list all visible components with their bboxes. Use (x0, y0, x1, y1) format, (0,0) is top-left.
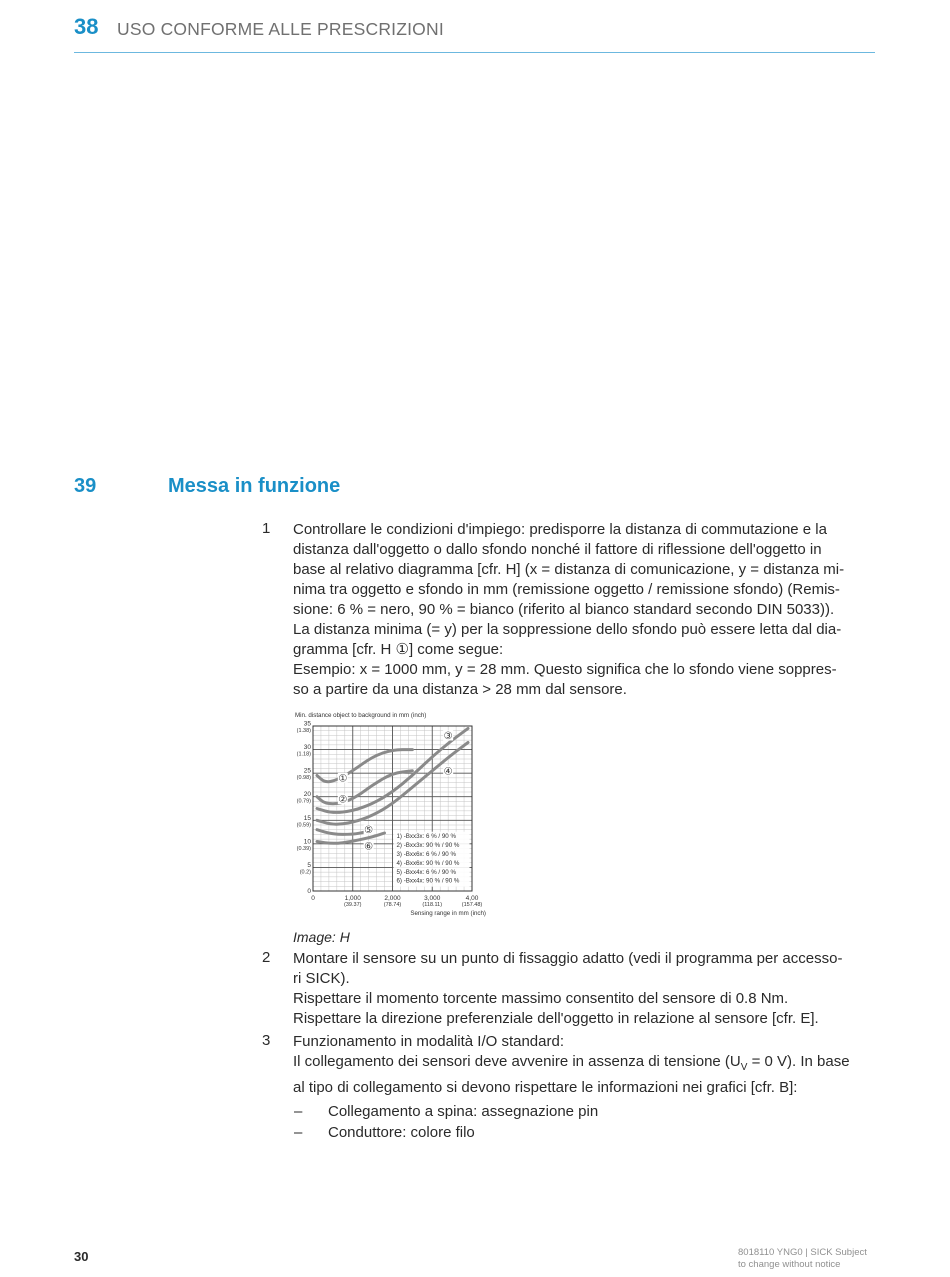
legend-entry: 4) -Bxx6x: 90 % / 90 % (396, 859, 460, 867)
section-title: Messa in funzione (168, 475, 341, 497)
step-1-line: Esempio: x = 1000 mm, y = 28 mm. Questo significa che lo sfondo viene soppres- (293, 661, 837, 678)
x-tick-sublabel: (39.37) (344, 902, 362, 908)
step-3-text (293, 1032, 878, 1098)
step-2-line: ri SICK). (293, 970, 350, 987)
chart-legend (393, 832, 469, 887)
chapter-number: 38 (74, 14, 99, 39)
chart-title: Min. distance object to background in mm (inch) (295, 712, 427, 719)
y-tick-sublabel: (1.18) (296, 751, 311, 758)
x-tick-sublabel: (78.74) (383, 902, 402, 908)
step-2-text (293, 949, 878, 1029)
legend-entry: 3) -Bxx6x: 6 % / 90 % (396, 851, 456, 858)
step-1-line: base al relativo diagramma [cfr. H] (x = distanza di comunicazione, y = distanza mi- (293, 561, 845, 578)
voltage-subscript: V (740, 1062, 748, 1073)
x-tick-label: 2,000 (384, 895, 401, 902)
series-marker: ④ (443, 766, 453, 778)
step-3-line2-post: = 0 V). In base (747, 1053, 850, 1070)
y-tick-label: 15 (303, 814, 311, 822)
y-tick-label: 25 (303, 767, 311, 775)
x-tick-label: 0 (311, 895, 315, 902)
step-3-line: al tipo di collegamento si devono rispettare le informazioni nei grafici [cfr. B]: (293, 1079, 798, 1096)
doc-ref-line: 8018110 YNG0 | SICK Subject (738, 1247, 867, 1258)
y-tick-sublabel: (0.98) (296, 775, 311, 782)
step-1-line: Controllare le condizioni d'impiego: predisporre la distanza di commutazione e la (293, 521, 827, 538)
x-tick-label: 4,00 (465, 895, 479, 902)
step-2-line: Montare il sensore su un punto di fissaggio adatto (vedi il programma per accesso- (293, 950, 843, 967)
chapter-title: USO CONFORME ALLE PRESCRIZIONI (117, 19, 444, 39)
bullet-dash: – (294, 1124, 303, 1141)
y-tick-label: 30 (303, 744, 311, 752)
step-1-line: gramma [cfr. H ①] come segue: (293, 641, 504, 658)
y-tick-sublabel: (0.2) (299, 869, 311, 876)
step-1-number: 1 (262, 520, 271, 537)
y-tick-label: 5 (307, 861, 311, 869)
step-3-line: Funzionamento in modalità I/O standard: (293, 1033, 564, 1050)
y-tick-sublabel: (0.79) (296, 798, 311, 805)
step-1-line: sione: 6 % = nero, 90 % = bianco (riferito al bianco standard secondo DIN 5033)). (293, 601, 835, 618)
legend-entry: 1) -Bxx3x: 6 % / 90 % (396, 833, 456, 841)
series-line (317, 830, 365, 835)
figure-caption: Image: H (293, 929, 350, 945)
legend-entry: 6) -Bxx4x: 90 % / 90 % (396, 877, 460, 885)
section-number: 39 (74, 475, 97, 497)
y-tick-label: 0 (307, 888, 311, 895)
x-tick-sublabel: (118.11) (422, 902, 443, 908)
step-1-line: distanza dall'oggetto o dallo sfondo nonché il fattore di riflessione dell'oggetto in (293, 541, 822, 558)
y-tick-sublabel: (1.38) (296, 728, 311, 734)
header-divider (74, 52, 875, 53)
series-marker: ⑤ (364, 825, 374, 837)
bullet-item: Collegamento a spina: assegnazione pin (328, 1103, 599, 1120)
legend-entry: 5) -Bxx4x: 6 % / 90 % (396, 868, 456, 876)
bullet-item: Conduttore: colore filo (328, 1124, 475, 1141)
step-1-line: nima tra oggetto e sfondo in mm (remissione oggetto / remissione sfondo) (Remis- (293, 581, 840, 598)
series-marker: ① (338, 773, 348, 785)
series-marker: ② (338, 794, 348, 806)
x-axis-label: Sensing range in mm (inch) (410, 910, 486, 917)
step-3-line (293, 1052, 878, 1078)
step-1-line: La distanza minima (= y) per la soppressione dello sfondo può essere letta dal dia- (293, 621, 842, 638)
bullet-dash: – (294, 1103, 303, 1120)
y-tick-label: 35 (303, 720, 311, 728)
step-2-number: 2 (262, 949, 271, 966)
y-tick-sublabel: (0.59) (296, 822, 311, 829)
step-3-line2-pre: Il collegamento dei sensori deve avvenire in assenza di tensione (U (293, 1053, 741, 1070)
y-tick-label: 20 (303, 791, 311, 799)
distance-chart (287, 708, 497, 923)
step-2-line: Rispettare la direzione preferenziale dell'oggetto in relazione al sensore [cfr. E]. (293, 1010, 819, 1027)
y-tick-sublabel: (0.39) (296, 845, 311, 852)
x-tick-label: 3,000 (424, 895, 441, 902)
document-reference (738, 1247, 867, 1271)
page-number: 30 (74, 1249, 89, 1264)
series-marker: ⑥ (364, 841, 374, 853)
x-tick-label: 1,000 (344, 895, 361, 902)
doc-ref-line: to change without notice (738, 1259, 841, 1270)
step-2-line: Rispettare il momento torcente massimo consentito del sensore di 0.8 Nm. (293, 990, 789, 1007)
step-1-line: so a partire da una distanza > 28 mm dal sensore. (293, 681, 627, 698)
series-marker: ③ (443, 730, 453, 742)
step-3-number: 3 (262, 1032, 271, 1049)
legend-entry: 2) -Bxx3x: 90 % / 90 % (396, 842, 460, 850)
step-1-text (293, 520, 878, 700)
x-tick-sublabel: (157.48) (461, 902, 483, 908)
y-tick-label: 10 (303, 838, 311, 846)
